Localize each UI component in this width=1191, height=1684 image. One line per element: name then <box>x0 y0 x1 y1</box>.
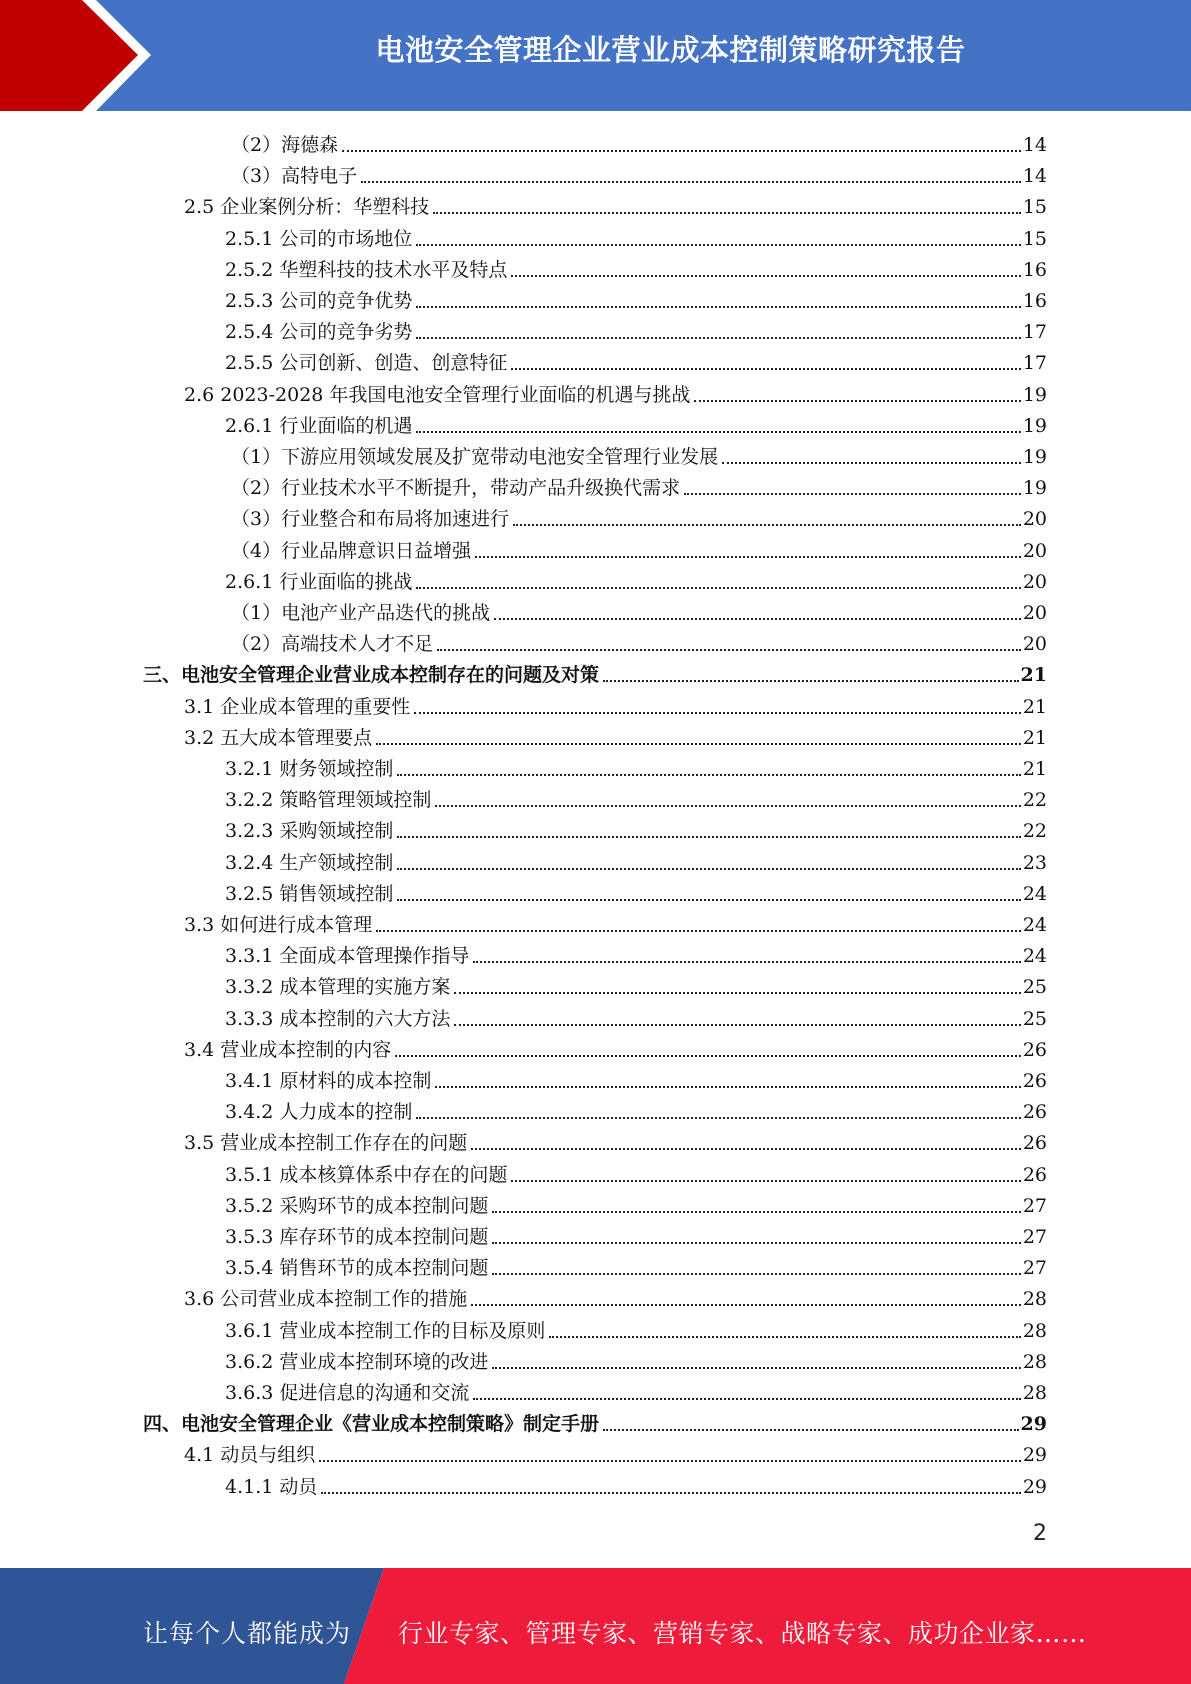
toc-entry-page: 21 <box>1020 664 1047 687</box>
toc-entry-page: 23 <box>1022 851 1047 874</box>
toc-entry-page: 19 <box>1022 383 1047 406</box>
toc-dot-leader <box>603 1428 1019 1431</box>
toc-entry[interactable] <box>231 439 1047 470</box>
toc-dot-leader <box>511 274 1020 277</box>
toc-dot-leader <box>416 336 1020 339</box>
toc-dot-leader <box>475 555 1021 558</box>
toc-entry[interactable] <box>184 689 1047 720</box>
toc-entry-page: 21 <box>1022 758 1047 780</box>
toc-dot-leader <box>473 960 1020 963</box>
toc-entry-page: 19 <box>1022 446 1047 468</box>
toc-dot-leader <box>492 1272 1020 1275</box>
toc-entry[interactable] <box>225 1063 1047 1094</box>
toc-entry-title: （4）行业品牌意识日益增强 <box>231 539 472 562</box>
toc-entry-page: 20 <box>1022 539 1047 562</box>
toc-entry[interactable] <box>225 813 1047 844</box>
toc-entry-title: 3.6.2 营业成本控制环境的改进 <box>225 1350 489 1373</box>
toc-entry-title: 3.2.5 销售领域控制 <box>225 882 394 905</box>
toc-entry-page: 19 <box>1022 414 1047 437</box>
toc-entry[interactable] <box>143 657 1047 688</box>
toc-entry-title: 2.6.1 行业面临的挑战 <box>225 570 413 593</box>
toc-entry-title: 3.3.3 成本控制的六大方法 <box>225 1007 451 1030</box>
page-footer <box>0 1568 1191 1684</box>
toc-dot-leader <box>416 1116 1020 1119</box>
toc-entry[interactable] <box>225 1001 1047 1032</box>
toc-dot-leader <box>722 461 1021 464</box>
toc-entry[interactable] <box>225 751 1047 782</box>
toc-entry[interactable] <box>184 189 1047 220</box>
toc-dot-leader <box>511 367 1020 370</box>
toc-dot-leader <box>471 1303 1021 1306</box>
toc-entry-title: 3.4 营业成本控制的内容 <box>184 1038 392 1061</box>
toc-entry-page: 27 <box>1022 1226 1047 1248</box>
toc-entry[interactable] <box>231 533 1047 564</box>
toc-entry-page: 24 <box>1022 882 1047 905</box>
toc-entry[interactable] <box>225 564 1047 595</box>
toc-entry-title: （1）电池产业产品迭代的挑战 <box>231 602 491 624</box>
toc-entry[interactable] <box>225 252 1047 283</box>
document-title: 电池安全管理企业营业成本控制策略研究报告 <box>375 33 966 67</box>
toc-entry-page: 21 <box>1022 726 1047 749</box>
toc-entry-title: 3.5.3 库存环节的成本控制问题 <box>225 1226 489 1248</box>
toc-entry-page: 28 <box>1022 1382 1047 1404</box>
toc-entry-title: 3.5.1 成本核算体系中存在的问题 <box>225 1163 508 1186</box>
toc-entry-title: 四、电池安全管理企业《营业成本控制策略》制定手册 <box>143 1413 600 1436</box>
toc-entry-title: （3）高特电子 <box>231 165 358 188</box>
toc-dot-leader <box>454 1023 1020 1026</box>
toc-entry[interactable] <box>225 1094 1047 1125</box>
toc-entry-title: 3.5.4 销售环节的成本控制问题 <box>225 1257 489 1280</box>
toc-entry-title: 2.6.1 行业面临的机遇 <box>225 414 413 437</box>
toc-entry-page: 17 <box>1022 321 1047 344</box>
toc-entry[interactable] <box>225 221 1047 252</box>
toc-entry-title: 3.6.3 促进信息的沟通和交流 <box>225 1382 470 1404</box>
toc-entry-title: 3.6 公司营业成本控制工作的措施 <box>184 1288 468 1311</box>
toc-dot-leader <box>694 399 1020 402</box>
toc-entry-page: 27 <box>1022 1257 1047 1280</box>
toc-dot-leader <box>435 804 1020 807</box>
toc-entry-page: 26 <box>1022 1038 1047 1061</box>
toc-entry[interactable] <box>231 626 1047 657</box>
toc-entry-page: 26 <box>1022 1132 1047 1155</box>
toc-entry-title: 2.6 2023-2028 年我国电池安全管理行业面临的机遇与挑战 <box>184 383 691 406</box>
toc-entry-title: 3.2.3 采购领域控制 <box>225 820 394 843</box>
toc-entry-title: 3.4.1 原材料的成本控制 <box>225 1070 432 1092</box>
toc-dot-leader <box>416 243 1020 246</box>
toc-dot-leader <box>492 1241 1020 1244</box>
toc-entry-page: 29 <box>1022 1444 1047 1467</box>
toc-entry-page: 16 <box>1022 290 1047 312</box>
toc-entry-page: 28 <box>1022 1319 1047 1342</box>
toc-entry-title: （2）海德森 <box>231 134 339 156</box>
toc-dot-leader <box>513 523 1021 526</box>
page-header <box>0 0 1191 111</box>
toc-entry[interactable] <box>225 938 1047 969</box>
toc-entry[interactable] <box>225 345 1047 376</box>
page-number: 2 <box>1033 1521 1047 1546</box>
toc-dot-leader <box>684 492 1021 495</box>
toc-entry-page: 19 <box>1022 477 1047 500</box>
toc-entry-page: 24 <box>1022 914 1047 936</box>
toc-entry[interactable] <box>225 1344 1047 1375</box>
toc-entry-page: 25 <box>1022 1007 1047 1030</box>
toc-entry-page: 20 <box>1022 508 1047 531</box>
toc-dot-leader <box>494 617 1021 620</box>
toc-entry-title: 2.5.3 公司的竞争优势 <box>225 290 413 312</box>
toc-entry-title: 2.5.1 公司的市场地位 <box>225 227 413 250</box>
toc-entry[interactable] <box>184 1125 1047 1156</box>
toc-entry-title: 3.1 企业成本管理的重要性 <box>184 695 411 718</box>
toc-entry-page: 17 <box>1022 352 1047 375</box>
toc-dot-leader <box>492 1366 1020 1369</box>
toc-dot-leader <box>433 211 1021 214</box>
toc-dot-leader <box>361 180 1021 183</box>
toc-entry-page: 15 <box>1022 227 1047 250</box>
footer-slogan-right: 行业专家、管理专家、营销专家、战略专家、成功企业家…… <box>398 1619 1087 1648</box>
toc-entry[interactable] <box>231 470 1047 501</box>
toc-dot-leader <box>437 648 1021 651</box>
toc-dot-leader <box>376 742 1021 745</box>
toc-dot-leader <box>416 305 1020 308</box>
toc-entry-title: （2）行业技术水平不断提升，带动产品升级换代需求 <box>231 477 681 500</box>
toc-dot-leader <box>416 430 1020 433</box>
toc-entry-page: 20 <box>1022 633 1047 656</box>
toc-entry[interactable] <box>225 782 1047 813</box>
toc-entry-title: 3.2.2 策略管理领域控制 <box>225 789 432 812</box>
toc-entry[interactable] <box>184 377 1047 408</box>
toc-entry[interactable] <box>225 1469 1047 1500</box>
toc-entry-page: 26 <box>1022 1163 1047 1186</box>
toc-entry[interactable] <box>225 845 1047 876</box>
toc-entry-page: 20 <box>1022 602 1047 624</box>
toc-entry[interactable] <box>184 1437 1047 1468</box>
toc-entry-page: 14 <box>1022 165 1047 188</box>
toc-entry[interactable] <box>225 283 1047 314</box>
footer-slogan-left: 让每个人都能成为 <box>143 1619 352 1648</box>
toc-entry-title: （2）高端技术人才不足 <box>231 633 434 656</box>
toc-entry-page: 29 <box>1020 1413 1047 1436</box>
toc-entry[interactable] <box>225 1313 1047 1344</box>
toc-dot-leader <box>395 1054 1021 1057</box>
toc-dot-leader <box>492 1210 1020 1213</box>
toc-entry[interactable] <box>184 720 1047 751</box>
toc-entry-title: 4.1 动员与组织 <box>184 1444 316 1467</box>
toc-entry[interactable] <box>225 876 1047 907</box>
toc-entry-title: 三、电池安全管理企业营业成本控制存在的问题及对策 <box>143 664 600 687</box>
header-chevron-graphic <box>0 0 160 111</box>
toc-dot-leader <box>321 1491 1020 1494</box>
toc-entry[interactable] <box>225 1219 1047 1250</box>
toc-entry-title: （1）下游应用领域发展及扩宽带动电池安全管理行业发展 <box>231 446 719 468</box>
toc-entry-title: 3.5 营业成本控制工作存在的问题 <box>184 1132 468 1155</box>
toc-dot-leader <box>342 149 1021 152</box>
toc-entry-title: 2.5.2 华塑科技的技术水平及特点 <box>225 258 508 281</box>
toc-entry[interactable] <box>225 969 1047 1000</box>
toc-entry[interactable] <box>225 408 1047 439</box>
toc-entry-page: 22 <box>1022 820 1047 843</box>
toc-entry-title: 2.5.5 公司创新、创造、创意特征 <box>225 352 508 375</box>
toc-dot-leader <box>376 929 1021 932</box>
toc-dot-leader <box>397 867 1020 870</box>
toc-dot-leader <box>603 679 1019 682</box>
toc-entry-title: 3.6.1 营业成本控制工作的目标及原则 <box>225 1319 546 1342</box>
toc-dot-leader <box>397 898 1020 901</box>
toc-entry-title: 3.3 如何进行成本管理 <box>184 914 373 936</box>
toc-dot-leader <box>471 1147 1021 1150</box>
toc-entry[interactable] <box>184 1281 1047 1312</box>
toc-entry-page: 24 <box>1022 945 1047 968</box>
toc-entry[interactable] <box>231 595 1047 626</box>
toc-entry[interactable] <box>184 907 1047 938</box>
toc-entry-title: 3.2.1 财务领域控制 <box>225 758 394 780</box>
toc-entry-page: 28 <box>1022 1350 1047 1373</box>
toc-entry-title: 3.2 五大成本管理要点 <box>184 726 373 749</box>
toc-dot-leader <box>397 835 1020 838</box>
toc-entry-page: 26 <box>1022 1070 1047 1092</box>
toc-entry-page: 15 <box>1022 196 1047 219</box>
toc-entry[interactable] <box>231 501 1047 532</box>
toc-dot-leader <box>397 773 1020 776</box>
toc-entry[interactable] <box>143 1406 1047 1437</box>
toc-entry-page: 25 <box>1022 976 1047 999</box>
toc-entry-page: 22 <box>1022 789 1047 812</box>
toc-entry[interactable] <box>225 1375 1047 1406</box>
toc-entry-title: 3.4.2 人力成本的控制 <box>225 1101 413 1124</box>
toc-entry-page: 29 <box>1022 1475 1047 1498</box>
toc-entry-title: 3.2.4 生产领域控制 <box>225 851 394 874</box>
toc-entry[interactable] <box>225 1250 1047 1281</box>
toc-entry-page: 14 <box>1022 134 1047 156</box>
toc-entry-page: 16 <box>1022 258 1047 281</box>
toc-entry-title: 3.5.2 采购环节的成本控制问题 <box>225 1194 489 1217</box>
toc-dot-leader <box>454 991 1020 994</box>
toc-entry-page: 27 <box>1022 1194 1047 1217</box>
toc-dot-leader <box>511 1179 1020 1182</box>
toc-dot-leader <box>414 711 1021 714</box>
toc-entry-title: （3）行业整合和布局将加速进行 <box>231 508 510 531</box>
toc-dot-leader <box>549 1335 1020 1338</box>
toc-dot-leader <box>473 1397 1020 1400</box>
toc-entry[interactable] <box>231 127 1047 158</box>
toc-entry-title: 2.5.4 公司的竞争劣势 <box>225 321 413 344</box>
toc-entry-title: 4.1.1 动员 <box>225 1475 318 1498</box>
toc-dot-leader <box>435 1085 1020 1088</box>
toc-entry-title: 2.5 企业案例分析：华塑科技 <box>184 196 430 219</box>
toc-entry-page: 20 <box>1022 570 1047 593</box>
toc-entry[interactable] <box>225 1188 1047 1219</box>
toc-entry[interactable] <box>225 314 1047 345</box>
toc-entry[interactable] <box>225 1157 1047 1188</box>
toc-entry-page: 28 <box>1022 1288 1047 1311</box>
toc-entry-title: 3.3.2 成本管理的实施方案 <box>225 976 451 999</box>
toc-entry-title: 3.3.1 全面成本管理操作指导 <box>225 945 470 968</box>
toc-entry[interactable] <box>184 1032 1047 1063</box>
toc-dot-leader <box>319 1459 1021 1462</box>
toc-entry-page: 21 <box>1022 695 1047 718</box>
toc-entry[interactable] <box>231 158 1047 189</box>
toc-entry-page: 26 <box>1022 1101 1047 1124</box>
toc-dot-leader <box>416 586 1020 589</box>
